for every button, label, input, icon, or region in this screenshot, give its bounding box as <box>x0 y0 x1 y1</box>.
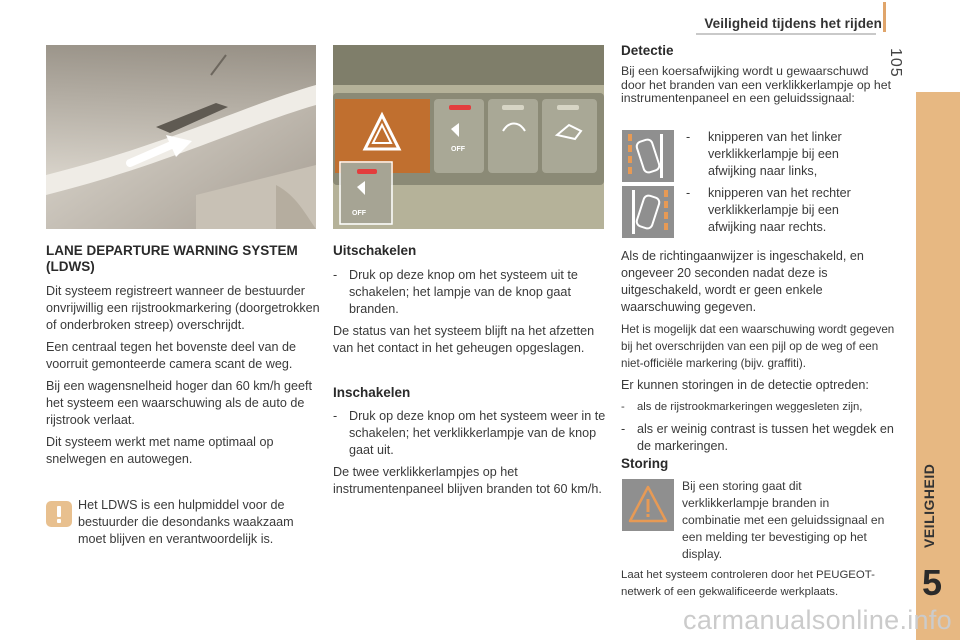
inschakelen-step: - Druk op deze knop om het systeem weer in te schakelen; het verklikkerlampje van de knop gaat uit. <box>333 409 606 457</box>
lane-departure-right-icon <box>622 186 674 238</box>
ldws-note: Het LDWS is een hulpmiddel voor de bestuurder die desondanks waakzaam moet blijven en verantwoordelijk is. <box>78 498 294 546</box>
ldws-paragraph-2: Een centraal tegen het bovenste deel van de voorruit gemonteerde camera scant de weg. <box>46 340 296 371</box>
chapter-side-tab <box>916 92 960 640</box>
uitschakelen-step: - Druk op deze knop om het systeem uit te schakelen; het lampje van de knop gaat branden. <box>333 268 578 316</box>
watermark-url: carmanualsonline.info <box>683 605 952 635</box>
chapter-number: 5 <box>922 562 943 603</box>
header-accent-bar <box>883 2 886 32</box>
ldws-paragraph-3: Bij een wagensnelheid hoger dan 60 km/h geeft het systeem een waarschuwing als de auto de rijstrook verlaat. <box>46 379 313 427</box>
detectie-paragraph-3: Er kunnen storingen in de detectie optreden: <box>621 378 869 392</box>
ldws-paragraph-1: Dit systeem registreert wanneer de bestuurder onvrijwillig een rijstrookmarkering (doorgetrokken of onderbroken streep) overschrijdt. <box>46 284 320 332</box>
header-divider <box>696 33 876 35</box>
storing-text: Bij een storing gaat dit verklikkerlampje branden in combinatie met een geluidssignaal en een melding ter bevestiging op het display. <box>682 479 885 561</box>
detectie-bullet-1: - als de rijstrookmarkeringen weggesleten zijn, <box>621 401 863 413</box>
ldws-title: LANE DEPARTURE WARNING SYSTEM (LDWS) <box>46 243 298 274</box>
off-label-inset: OFF <box>352 210 366 217</box>
ldws-paragraph-4: Dit systeem werkt met name optimaal op snelwegen en autowegen. <box>46 435 274 466</box>
uitschakelen-title: Uitschakelen <box>333 243 417 258</box>
detectie-details <box>621 248 896 460</box>
ldws-description <box>46 283 321 473</box>
inschakelen-section <box>333 408 608 503</box>
uitschakelen-note: De status van het systeem blijft na het afzetten van het contact in het geheugen opgeslagen. <box>333 324 595 355</box>
detectie-title: Detectie <box>621 43 674 58</box>
uitschakelen-section <box>333 267 608 362</box>
inschakelen-title: Inschakelen <box>333 385 411 400</box>
detectie-paragraph-1: Als de richtingaanwijzer is ingeschakeld, en ongeveer 20 seconden nadat deze is uitgeschakeld, wordt er geen enkele waarschuwing gegeven. <box>621 249 864 314</box>
inschakelen-note: De twee verklikkerlampjes op het instrumentenpaneel blijven branden tot 60 km/h. <box>333 465 602 496</box>
storing-note: Laat het systeem controleren door het PEUGEOT-netwerk of een gekwalificeerde werkplaats. <box>621 569 875 598</box>
detect-right-item: - knipperen van het rechter verklikkerlampje bij een afwijking naar rechts. <box>686 186 851 234</box>
dashboard-switch-photo <box>333 45 604 229</box>
detectie-intro: Bij een koersafwijking wordt u gewaarschuwd door het branden van een verklikkerlampje op het instrumentenpaneel en een geluidssignaal: <box>621 64 892 105</box>
detectie-paragraph-2: Het is mogelijk dat een waarschuwing wordt gegeven bij het overschrijden van een pijl op de weg of een niet-officiële markering (bijv. graffiti). <box>621 323 895 370</box>
chapter-label: VEILIGHEID <box>921 463 937 548</box>
windscreen-camera-photo <box>46 45 316 229</box>
warning-note-icon <box>46 501 72 527</box>
page-number: 105 <box>887 48 904 78</box>
detectie-bullet-2: - als er weinig contrast is tussen het wegdek en de markeringen. <box>621 422 894 453</box>
storing-title: Storing <box>621 456 669 471</box>
off-label-button: OFF <box>451 146 465 153</box>
page-header-title: Veiligheid tijdens het rijden <box>704 16 882 31</box>
lane-departure-left-icon <box>622 130 674 182</box>
fault-warning-icon <box>622 479 674 531</box>
detect-left-item: - knipperen van het linker verklikkerlampje bij een afwijking naar links, <box>686 130 842 178</box>
